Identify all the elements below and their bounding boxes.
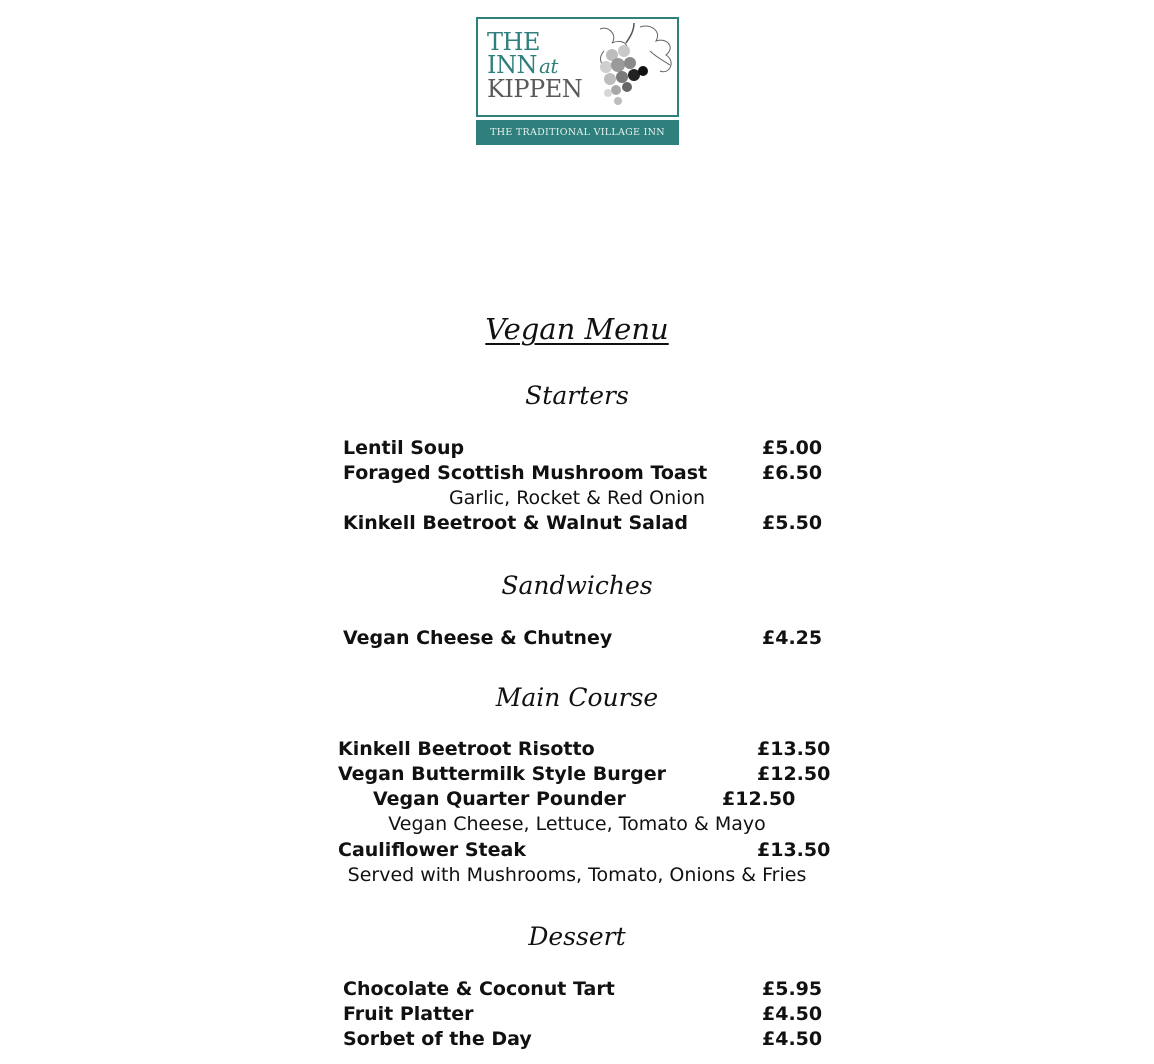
item-price: £5.50 <box>762 512 823 534</box>
menu-item <box>338 737 831 761</box>
menu-title-text: Vegan Menu <box>485 312 669 346</box>
section-heading-dessert: Dessert <box>528 922 626 951</box>
item-price: £4.50 <box>762 1003 823 1025</box>
item-description: Served with Mushrooms, Tomato, Onions & Fries <box>347 864 807 886</box>
item-name: Vegan Quarter Pounder <box>373 788 626 810</box>
grapes-icon <box>590 21 678 111</box>
item-price: £13.50 <box>757 738 831 760</box>
menu-item <box>338 762 831 786</box>
menu-item <box>373 787 796 811</box>
item-name: Vegan Cheese & Chutney <box>343 627 613 649</box>
item-description: Garlic, Rocket & Red Onion <box>448 487 706 509</box>
logo-tagline: THE TRADITIONAL VILLAGE INN <box>476 120 679 145</box>
menu-item <box>343 626 823 650</box>
inn-logo <box>476 17 679 145</box>
menu-item <box>343 511 823 535</box>
menu-item <box>343 461 823 485</box>
section-heading-starters: Starters <box>525 381 629 410</box>
item-name: Foraged Scottish Mushroom Toast <box>343 462 708 484</box>
logo-line-the: THE <box>487 28 540 56</box>
menu-item <box>343 436 823 460</box>
item-name: Sorbet of the Day <box>343 1028 532 1050</box>
item-price: £4.25 <box>762 627 823 649</box>
item-name: Chocolate & Coconut Tart <box>343 978 615 1000</box>
item-description: Vegan Cheese, Lettuce, Tomato & Mayo <box>388 813 766 835</box>
item-name: Kinkell Beetroot & Walnut Salad <box>343 512 688 534</box>
item-name: Cauliflower Steak <box>338 839 526 861</box>
menu-item <box>343 1002 823 1026</box>
item-price: £12.50 <box>757 763 831 785</box>
item-price: £5.00 <box>762 437 823 459</box>
logo-at-word: at <box>538 54 558 78</box>
logo-line-kippen: KIPPEN <box>487 75 583 103</box>
item-price: £4.50 <box>762 1028 823 1050</box>
item-price: £13.50 <box>757 839 831 861</box>
section-heading-sandwiches: Sandwiches <box>501 571 653 600</box>
menu-item <box>343 1027 823 1051</box>
item-price: £5.95 <box>762 978 823 1000</box>
menu-item <box>343 977 823 1001</box>
item-name: Fruit Platter <box>343 1003 474 1025</box>
section-heading-main-course: Main Course <box>495 683 659 712</box>
item-name: Lentil Soup <box>343 437 465 459</box>
menu-item <box>338 838 831 862</box>
menu-title <box>0 312 1154 346</box>
item-name: Vegan Buttermilk Style Burger <box>338 763 667 785</box>
logo-inn-word: INN <box>487 51 537 79</box>
logo-wordmark <box>487 28 583 103</box>
logo-frame <box>476 17 679 117</box>
item-name: Kinkell Beetroot Risotto <box>338 738 595 760</box>
item-price: £12.50 <box>722 788 796 810</box>
item-price: £6.50 <box>762 462 823 484</box>
